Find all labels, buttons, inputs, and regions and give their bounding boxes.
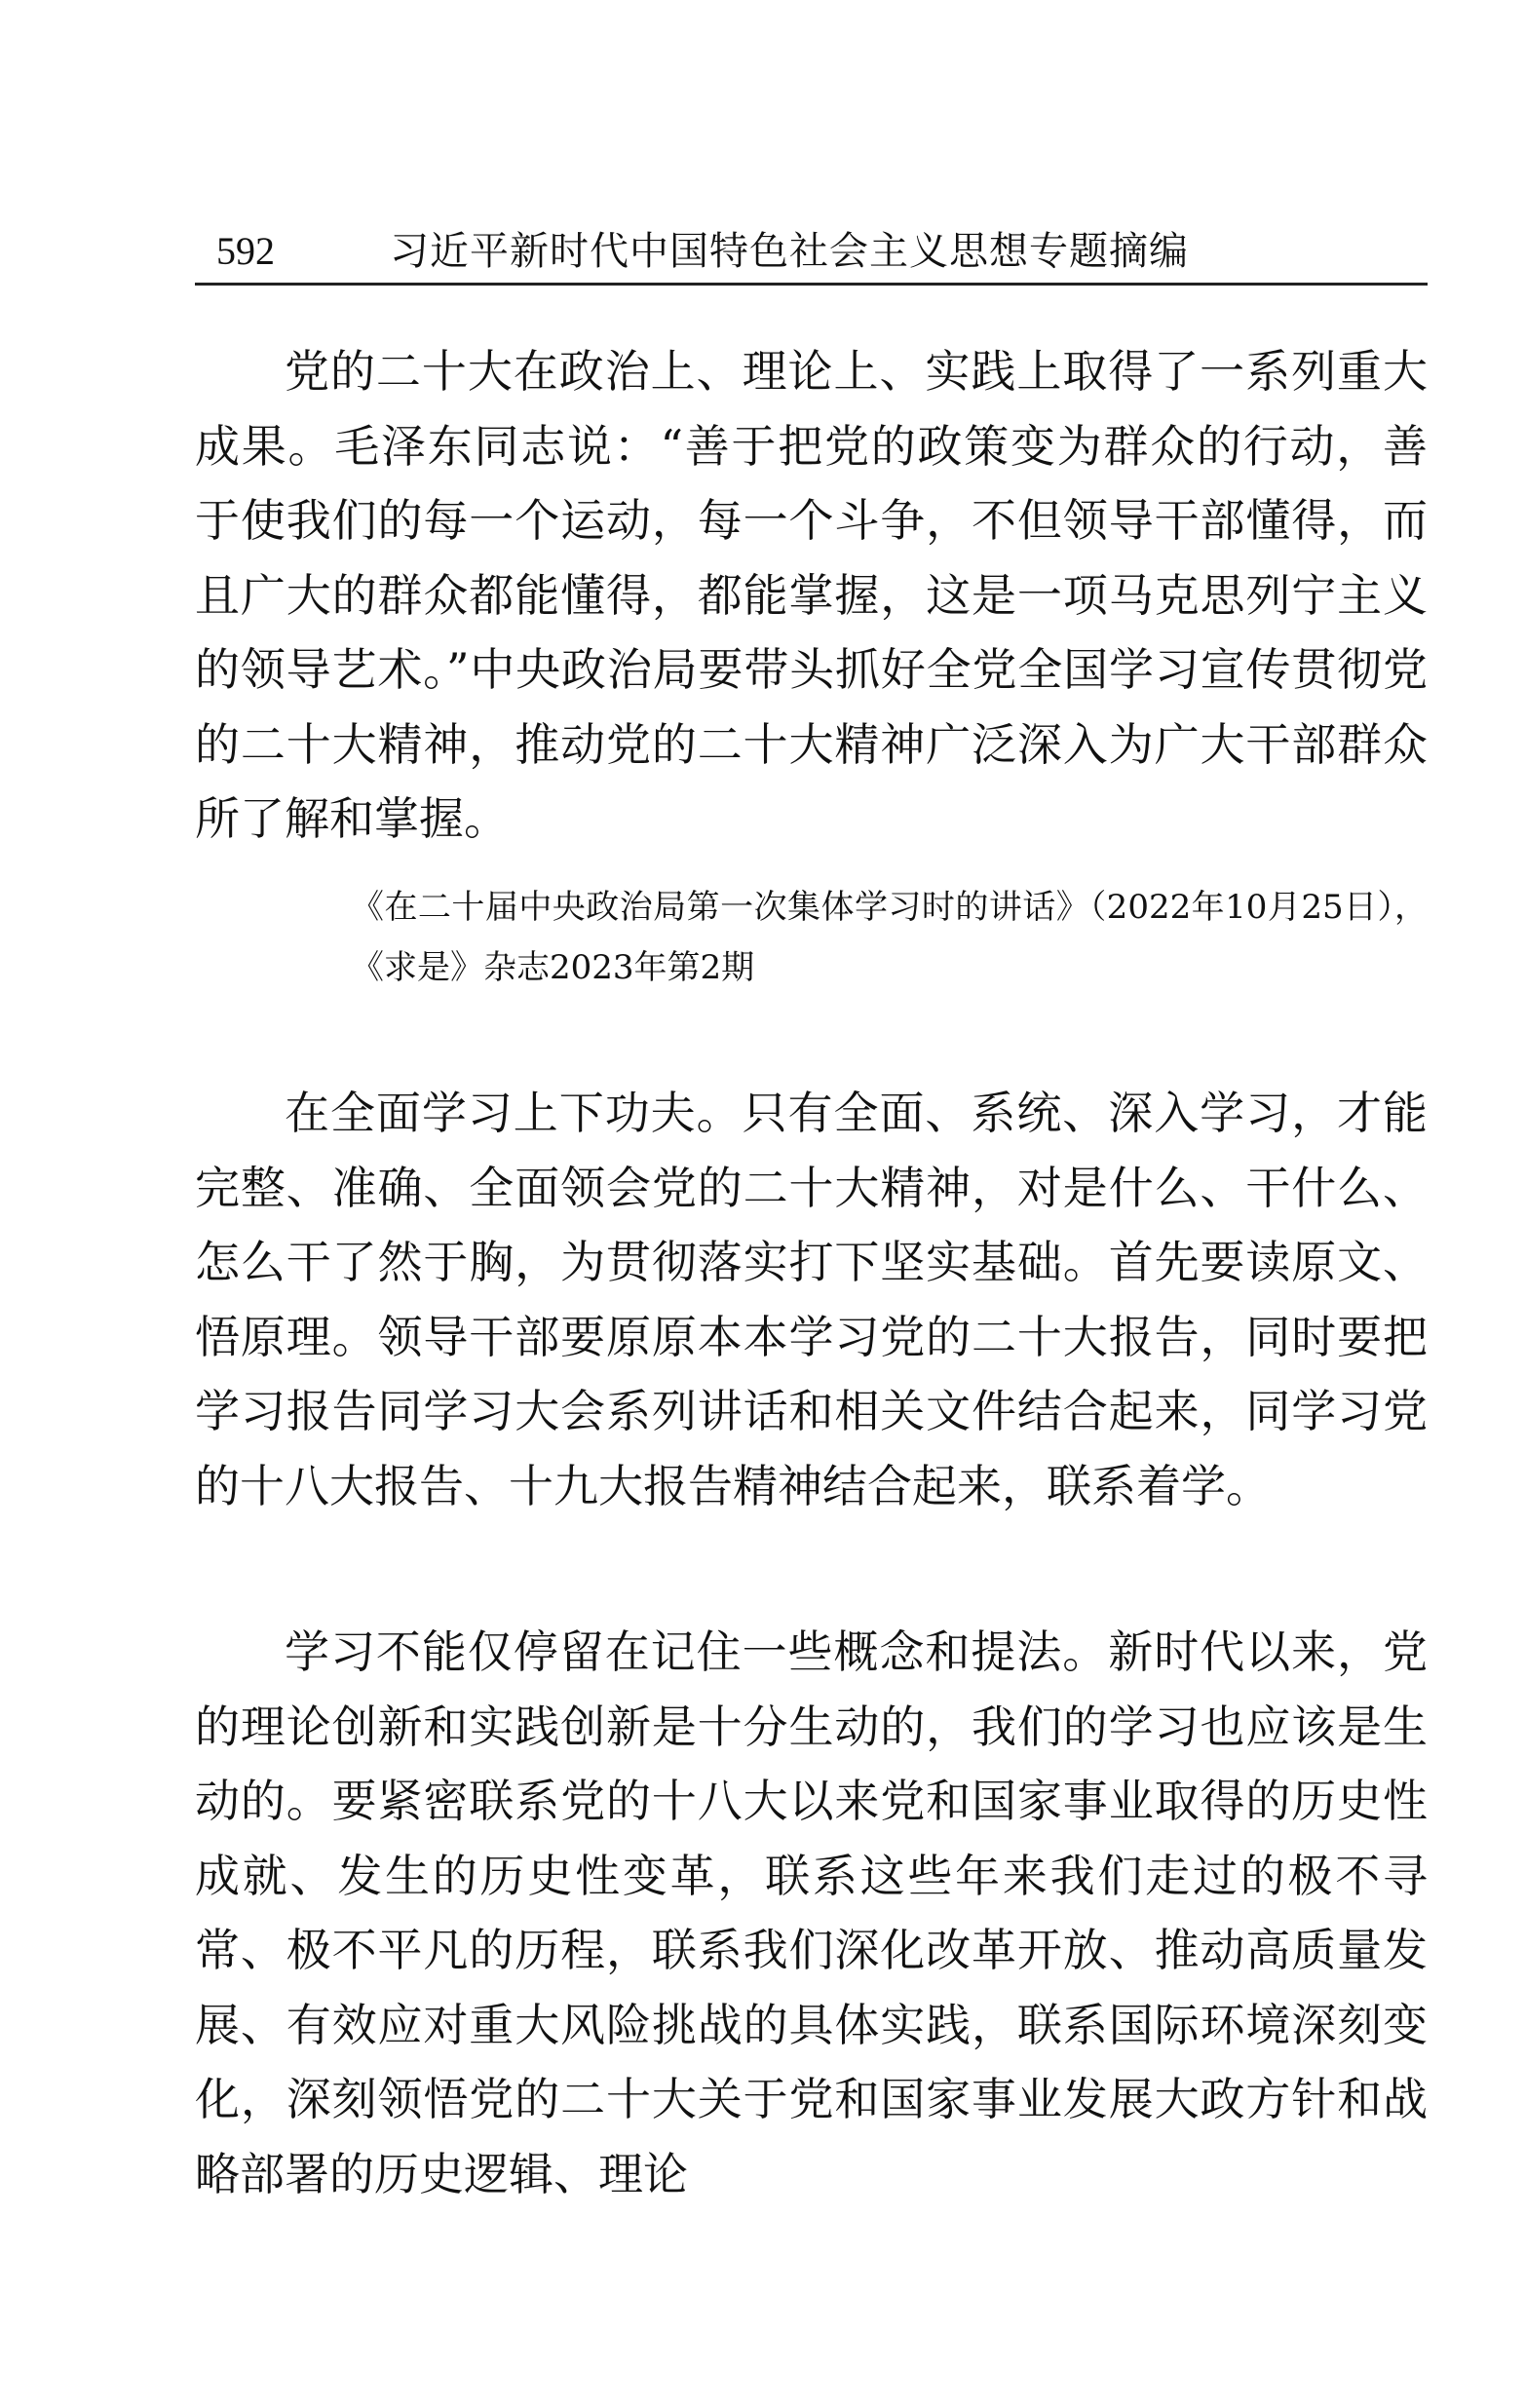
page-number: 592 bbox=[216, 229, 275, 273]
citation-source: 《在二十届中央政治局第一次集体学习时的讲话》（2022年10月25日），《求是》杂志2023年第2期 bbox=[351, 888, 1428, 987]
paragraph-3: 学习不能仅停留在记住一些概念和提法。新时代以来，党的理论创新和实践创新是十分生动的，我们的学习也应该是生动的。要紧密联系党的十八大以来党和国家事业取得的历史性成就、发生的历史性变革，联系这些年来我们走过的极不寻常、极不平凡的历程，联系我们深化改革开放、推动高质量发展、有效应对重大风险挑战的具体实践，联系国际环境深刻变化，深刻领悟党的二十大关于党和国家事业发展大政方针和战略部署的历史逻辑、理论 bbox=[195, 1625, 1428, 2200]
paragraph-2: 在全面学习上下功夫。只有全面、系统、深入学习，才能完整、准确、全面领会党的二十大精神，对是什么、干什么、怎么干了然于胸，为贯彻落实打下坚实基础。首先要读原文、悟原理。领导干部要原原本本学习党的二十大报告，同时要把学习报告同学习大会系列讲话和相关文件结合起来，同学习党的十八大报告、十九大报告精神结合起来，联系着学。 bbox=[195, 1087, 1428, 1512]
page-header bbox=[195, 224, 1428, 286]
paragraph-1: 党的二十大在政治上、理论上、实践上取得了一系列重大成果。毛泽东同志说：“善于把党的政策变为群众的行动，善于使我们的每一个运动，每一个斗争，不但领导干部懂得，而且广大的群众都能懂得，都能掌握，这是一项马克思列宁主义的领导艺术。”中央政治局要带头抓好全党全国学习宣传贯彻党的二十大精神，推动党的二十大精神广泛深入为广大干部群众所了解和掌握。 bbox=[195, 345, 1428, 845]
running-title: 习近平新时代中国特色社会主义思想专题摘编 bbox=[390, 229, 1189, 274]
